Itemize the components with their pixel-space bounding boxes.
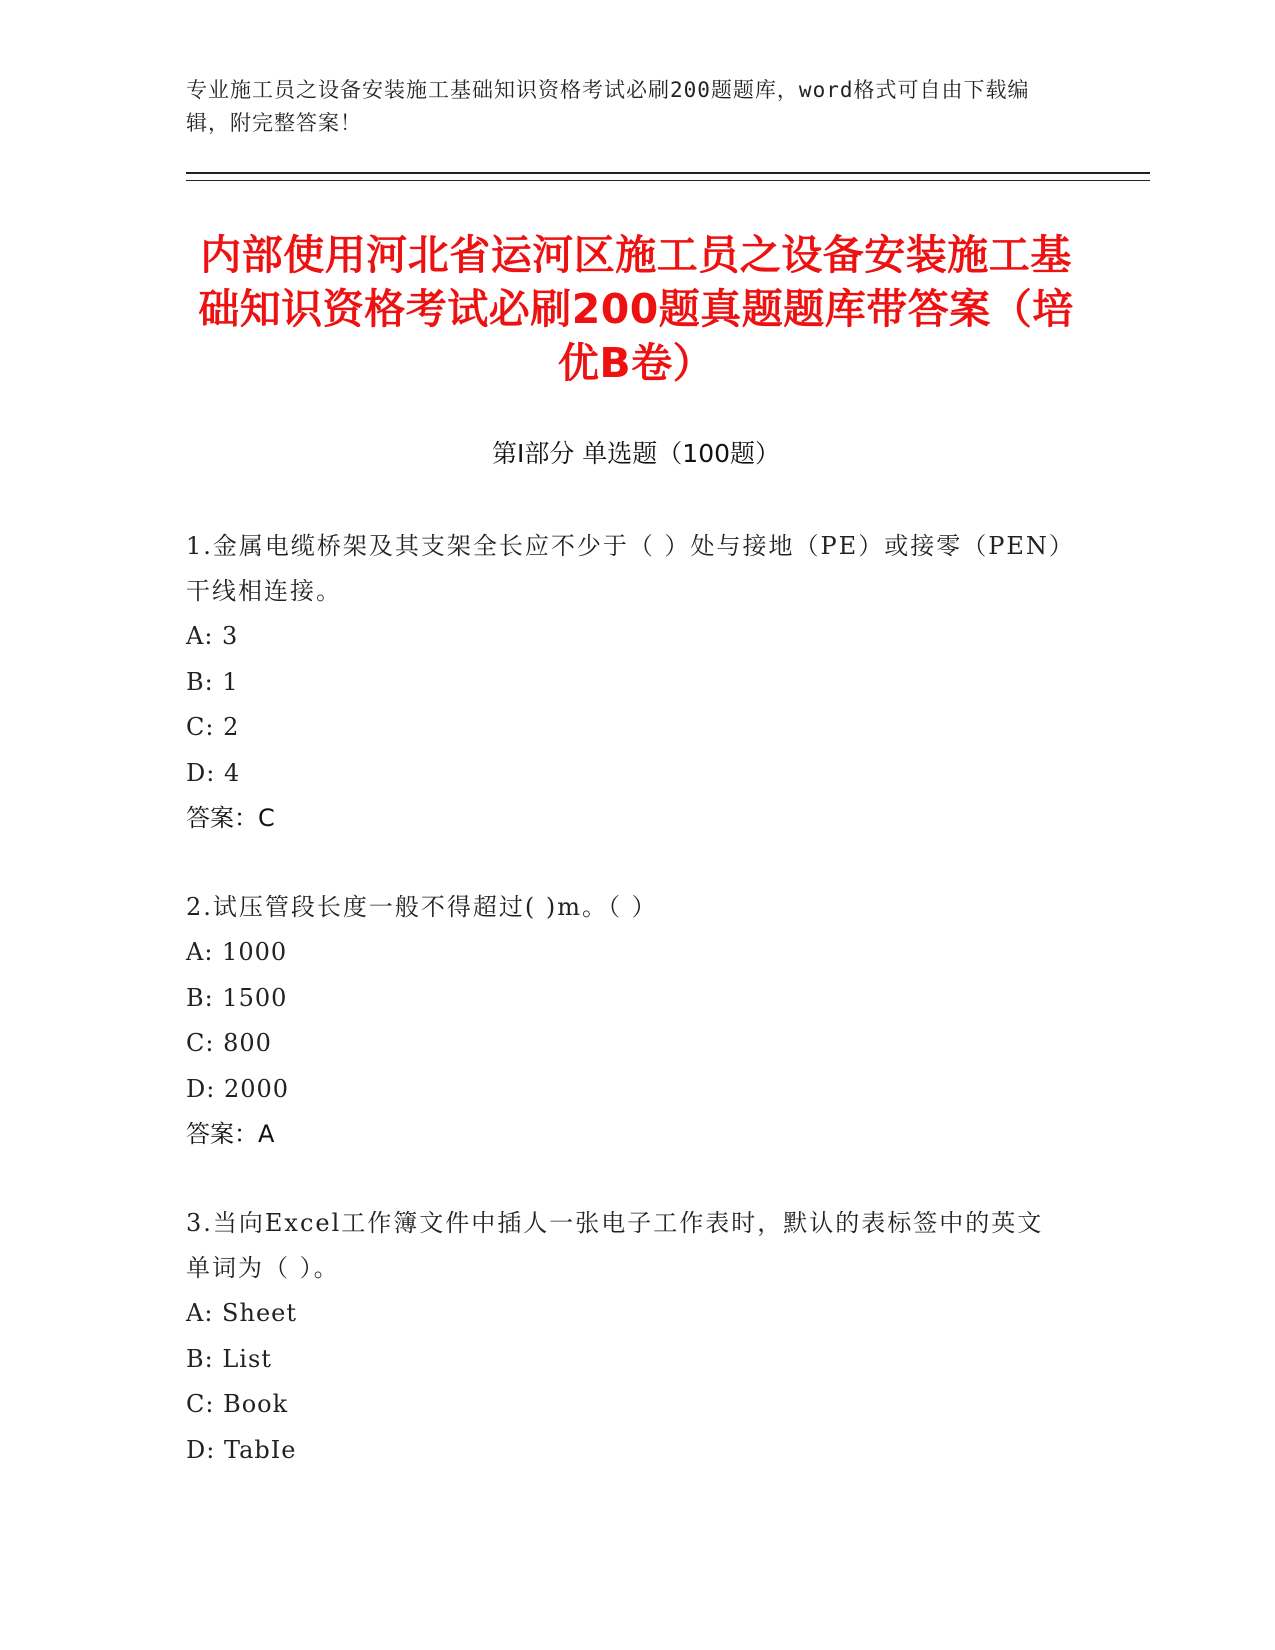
question-list: [186, 524, 1066, 1517]
answer-line: 答案：A: [186, 1120, 275, 1148]
option-c: C: Book: [186, 1390, 289, 1418]
option-b: B: 1: [186, 667, 239, 696]
section-heading: 第I部分 单选题（100题）: [491, 439, 781, 468]
question-3: [186, 1201, 1066, 1473]
option-c: C: 800: [186, 1029, 272, 1057]
option-b: B: 1500: [186, 983, 288, 1012]
option-a: A: Sheet: [186, 1299, 297, 1327]
option-b: B: List: [186, 1344, 272, 1373]
option-d: D: 2000: [186, 1074, 290, 1103]
question-1: [186, 524, 1066, 841]
answer-line: 答案：C: [186, 804, 275, 832]
option-a: A: 3: [186, 622, 239, 650]
question-2: [186, 885, 1066, 1157]
option-c: C: 2: [186, 713, 240, 741]
question-stem: 1.金属电缆桥架及其支架全长应不少于（ ）处与接地（PE）或接零（PEN）干线相连接。: [186, 532, 1063, 605]
option-d: D: 4: [186, 758, 241, 787]
question-stem: 3.当向Excel工作簿文件中插人一张电子工作表时，默认的表标签中的英文单词为（ ）。: [186, 1209, 1044, 1282]
header-divider-thin: [186, 180, 1150, 181]
option-d: D: TabIe: [186, 1435, 297, 1464]
question-stem: 2.试压管段长度一般不得超过( )m。（ ）: [186, 893, 658, 921]
document-title: 内部使用河北省运河区施工员之设备安装施工基础知识资格考试必刷200题真题题库带答案（培优B卷）: [198, 231, 1074, 387]
header-note: 专业施工员之设备安装施工基础知识资格考试必刷200题题库，word格式可自由下载编辑，附完整答案！: [186, 78, 1030, 135]
header-divider-thick: [186, 172, 1150, 174]
option-a: A: 1000: [186, 938, 288, 966]
